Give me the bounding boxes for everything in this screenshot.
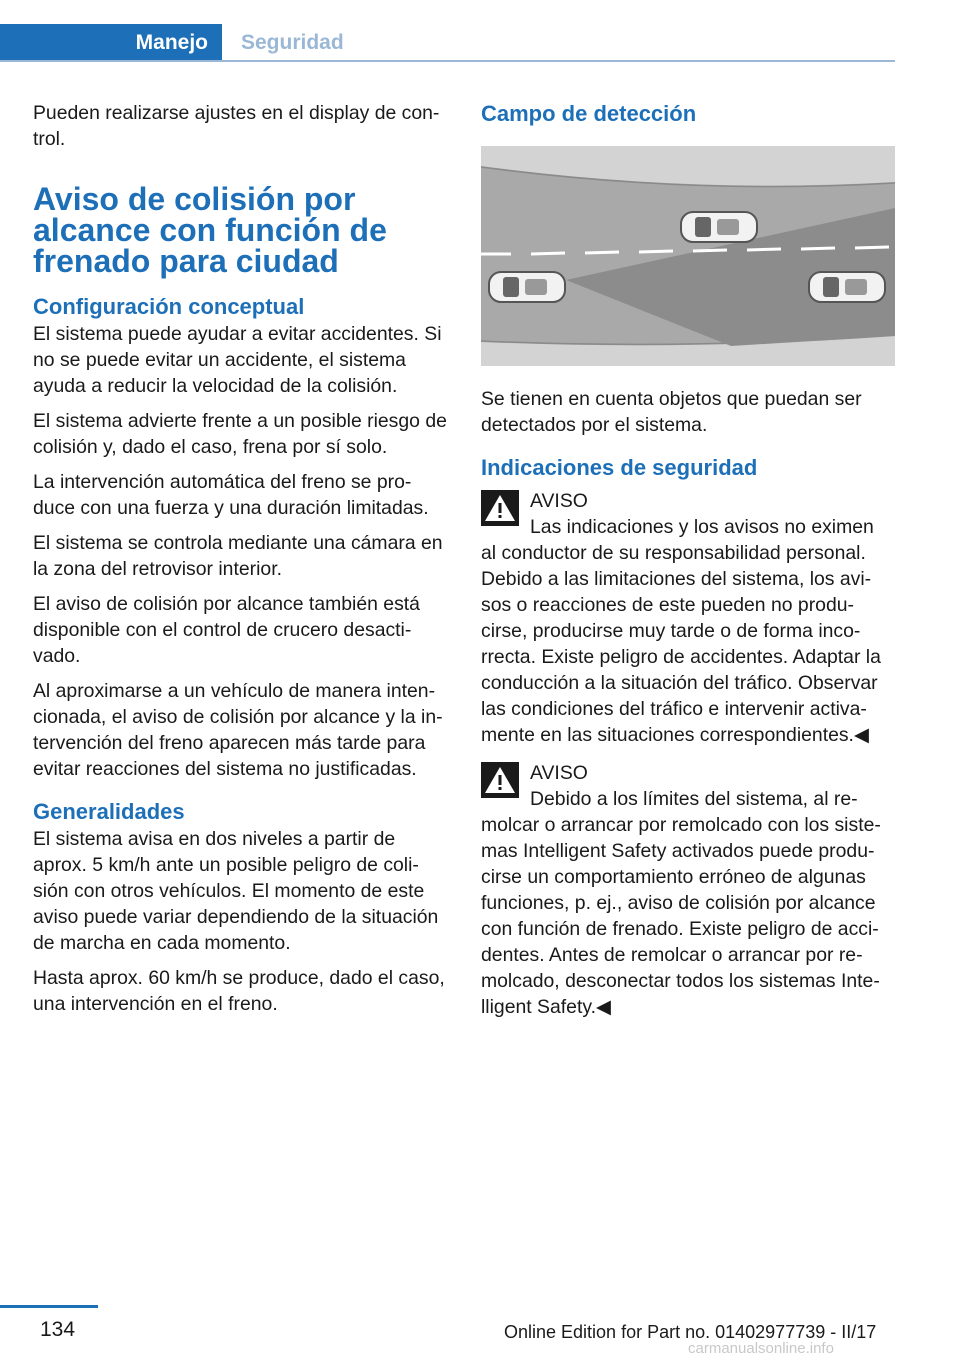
- tab-seguridad[interactable]: Seguridad: [241, 31, 344, 54]
- section-title: Aviso de colisión por alcance con función de frenado para ciudad: [33, 181, 387, 279]
- concept-heading: Configuración conceptual: [33, 294, 305, 319]
- warning-first-line: Debido a los límites del sistema, al re‐: [530, 788, 858, 810]
- warning-title: AVISO: [530, 490, 588, 512]
- car-icon: [681, 212, 757, 242]
- safety-heading: Indicaciones de seguridad: [481, 455, 758, 480]
- warning-block: [481, 760, 895, 1020]
- footer-divider: [0, 1305, 98, 1308]
- general-paragraph: Hasta aprox. 60 km/h se produce, dado el caso, una intervención en el freno.: [33, 967, 445, 1015]
- detection-field-illustration: [481, 146, 895, 366]
- general-heading: Generalidades: [33, 799, 185, 824]
- page-header: [0, 0, 960, 64]
- warning-first-line: Las indicaciones y los avisos no eximen: [530, 516, 874, 538]
- detection-field-svg: [481, 146, 895, 366]
- page-number: 134: [40, 1318, 76, 1341]
- warning-title: AVISO: [530, 762, 588, 784]
- warning-text: al conductor de su responsabilidad personal. Debido a las limitaciones del sistema, los avi‐sos o reacciones de este pueden no produ‐cirse, producirse muy tarde o de forma inco‐rrecta. Existe peligro de accidentes. Adaptar la conducción a la situación del tráfico. Observar las condiciones del tráfico e intervenir activa‐mente en las situaciones correspondientes.◀: [481, 542, 881, 746]
- header-divider: [0, 60, 895, 62]
- edition-note: Online Edition for Part no. 01402977739 - II/17: [504, 1322, 877, 1342]
- concept-paragraph: El aviso de colisión por alcance también está disponible con el control de crucero desacti‐vado.: [33, 593, 420, 667]
- warning-triangle-icon: [481, 762, 519, 798]
- car-icon: [809, 272, 885, 302]
- concept-paragraph: El sistema advierte frente a un posible riesgo de colisión y, dado el caso, frena por sí solo.: [33, 410, 447, 458]
- car-icon: [489, 272, 565, 302]
- warning-text: molcar o arrancar por remolcado con los siste‐mas Intelligent Safety activados puede produ‐cirse un comportamiento erróneo de algunas funciones, p. ej., aviso de colisión por alcance con función de frenado. Existe peligro de acci‐dentes. Antes de remolcar o arrancar por re‐molcado, desconectar todos los sistemas Inte‐lligent Safety.◀: [481, 814, 881, 1018]
- right-column: [481, 100, 895, 1032]
- warning-triangle-icon: [481, 490, 519, 526]
- watermark: carmanualsonline.info: [688, 1340, 834, 1357]
- detection-text: Se tienen en cuenta objetos que puedan ser detectados por el sistema.: [481, 388, 862, 436]
- tab-manejo[interactable]: [0, 24, 222, 62]
- concept-paragraph: Al aproximarse a un vehículo de manera inten‐cionada, el aviso de colisión por alcance y la in‐tervención del freno aparecen más tarde para evitar reacciones del sistema no justificadas.: [33, 680, 443, 780]
- intro-text: Pueden realizarse ajustes en el display de con‐trol.: [33, 102, 440, 150]
- left-column: [33, 100, 449, 1026]
- general-paragraph: El sistema avisa en dos niveles a partir de aprox. 5 km/h ante un posible peligro de coli‐sión con otros vehículos. El momento de este aviso puede variar dependiendo de la situación de marcha en cada momento.: [33, 828, 439, 954]
- tab-manejo-label: Manejo: [135, 31, 208, 54]
- concept-paragraph: El sistema puede ayudar a evitar accidentes. Si no se puede evitar un accidente, el sistema ayuda a reducir la velocidad de la colisión.: [33, 323, 442, 397]
- detection-heading: Campo de detección: [481, 101, 697, 126]
- warning-block: [481, 488, 895, 748]
- concept-paragraph: El sistema se controla mediante una cámara en la zona del retrovisor interior.: [33, 532, 443, 580]
- concept-paragraph: La intervención automática del freno se pro‐duce con una fuerza y una duración limitadas.: [33, 471, 429, 519]
